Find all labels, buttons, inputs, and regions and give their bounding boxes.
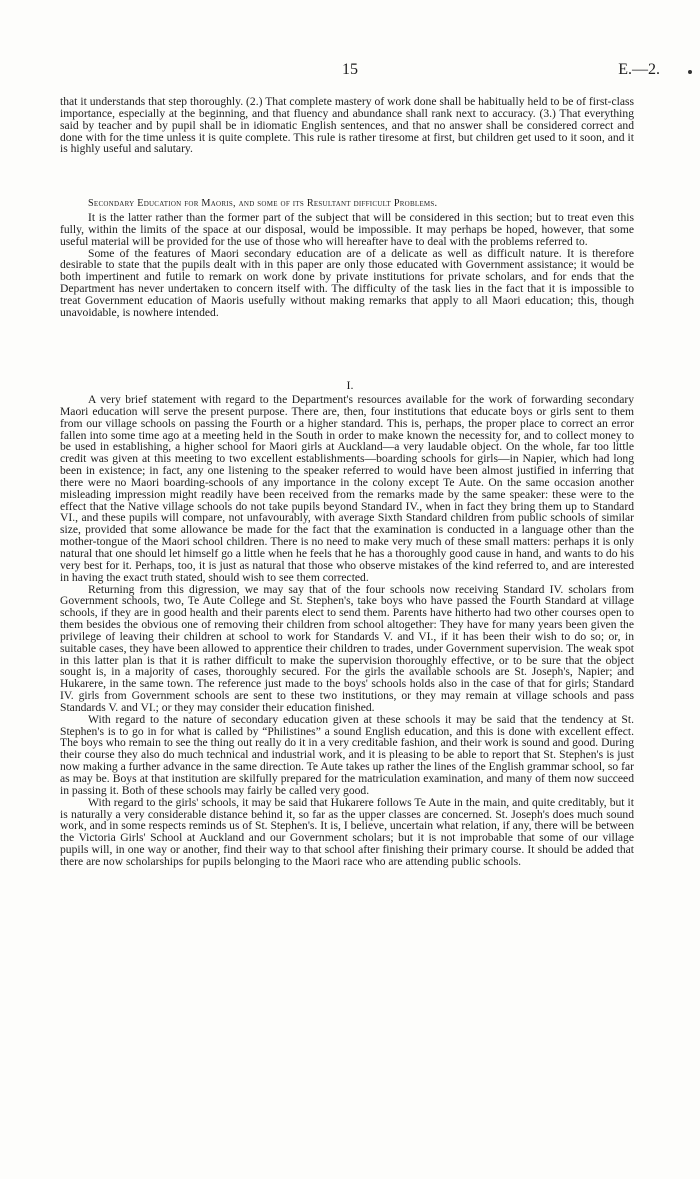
body-paragraph: Returning from this digression, we may say that of the four schools now receiving Standard IV. scholars from Government schools, two, Te Aute College and St. Stephen's, take boys who have passed the Fourth Standard at village schools, if they are in good health and their parents elect to send them. Parents have hitherto had two other courses open to them besides the obvious one of removing their children from school altogether: They have for many years been given the privilege of leaving their children at school to work for Standards V. and VI., if it has been their wish to do so; or, in suitable cases, they have been allowed to apprentice their children to trades, under Government supervision. The weak spot in this latter plan is that it is rather difficult to make the supervision thoroughly effective, or to be sure that the object sought is, in a majority of cases, thoroughly secured. For the girls the available schools are St. Joseph's, Napier; and Hukarere, in the same town. The reference just made to the boys' schools holds also in the case of that for girls; Standard IV. girls from Government schools are sent to these two institutions, or they may remain at village schools and pass Standards V. and VI.; or they may consider their education finished. [60,582,634,714]
section-paragraph: It is the latter rather than the former part of the subject that will be considered in this section; but to treat even this fully, within the limits of the space at our disposal, would be impossible. It may perhaps be hoped, however, that some useful material will be provided for the use of those who will hereafter have to deal with the problems referred to. [60,211,634,248]
margin-dot [688,70,692,74]
section-intro-block [60,212,634,319]
body-paragraph: A very brief statement with regard to the Department's resources available for the work of forwarding secondary Maori education will serve the present purpose. There are, then, four institutions that educate boys or girls sent to them from our village schools on passing the Fourth or a higher standard. This is, perhaps, the proper place to correct an error fallen into some time ago at a meeting held in the South in order to make known the necessity for, and to collect money to be used in establishing, a higher school for Maori girls at Auckland—a very laudable object. On the whole, far too little credit was given at this meeting to two excellent establishments—boarding schools for girls—in Napier, which had long been in existence; in fact, any one listening to the speaker referred to would have been almost justified in inferring that there were no Maori boarding-schools of any importance in the colony except Te Aute. On the same occasion another misleading impression might readily have been received from the remarks made by the same speaker: these were to the effect that the Native village schools do not take pupils beyond Standard IV., when in fact they bring them up to Standard VI., and these pupils will compare, not unfavourably, with average Sixth Standard children from public schools of similar size, provided that some allowance be made for the fact that the examination is conducted in a language other than the mother-tongue of the Maori school children. There is no need to make very much of these small matters: perhaps it is only natural that one should let himself go a little when he feels that he has a thoroughly good cause in hand, and wants to do his very best for it. Perhaps, too, it is just as natural that those who observe mistakes of the kind referred to, and are interested in having the exact truth stated, should wish to see them corrected. [60,393,634,584]
intro-paragraph: that it understands that step thoroughly. (2.) That complete mastery of work done shall be habitually held to be of first-class importance, especially at the beginning, and that fluency and abundance shall rank next to accuracy. (3.) That everything said by teacher and by pupil shall be in idiomatic English sentences, and that no answer shall be considered correct and done with for the time unless it is quite complete. This rule is rather tiresome at first, but children get used to it soon, and it is highly useful and salutary. [60,95,634,156]
document-reference: E.—2. [618,61,660,78]
intro-block [60,96,634,155]
section-heading: Secondary Education for Maoris, and some of its Resultant difficult Problems. [88,198,438,209]
part-one-body [60,394,634,868]
part-numeral: I. [346,378,354,392]
body-paragraph: With regard to the girls' schools, it may be said that Hukarere follows Te Aute in the main, and quite creditably, but it is naturally a very considerable distance behind it, so far as the upper classes are concerned. St. Joseph's does much sound work, and in some respects reminds us of St. Stephen's. It is, I believe, uncertain what relation, if any, there will be between the Victoria Girls' School at Auckland and our Government scholars; but it is not improbable that some of our village pupils will, in one way or another, find their way to that school after finishing their primary course. It should be added that there are now scholarships for pupils belonging to the Maori race who are attending public schools. [60,795,634,868]
body-paragraph: With regard to the nature of secondary education given at these schools it may be said that the tendency at St. Stephen's is to go in for what is called by “Philistines” a sound English education, and this is done with excellent effect. The boys who remain to see the thing out really do it in a very creditable fashion, and their work is sound and good. During their course they also do much technical and industrial work, and it is pleasing to be able to report that St. Stephen's is just now making a further advance in the same direction. Te Aute takes up rather the lines of the English grammar school, so far as may be. Boys at that institution are skilfully prepared for the matriculation examination, and many of them now succeed in passing it. Both of these schools may fairly be called very good. [60,712,634,797]
section-paragraph: Some of the features of Maori secondary education are of a delicate as well as difficult nature. It is therefore desirable to state that the pupils dealt with in this paper are only those educated with Government assistance; it would be both impertinent and futile to remark on work done by private institutions for private scholars, and for ends that the Department has never undertaken to concern itself with. The difficulty of the task lies in the fact that it is impossible to treat Government education of Maoris usefully without making remarks that apply to all Maori education; this, though unavoidable, is nowhere intended. [60,246,634,319]
page-number: 15 [342,61,358,78]
